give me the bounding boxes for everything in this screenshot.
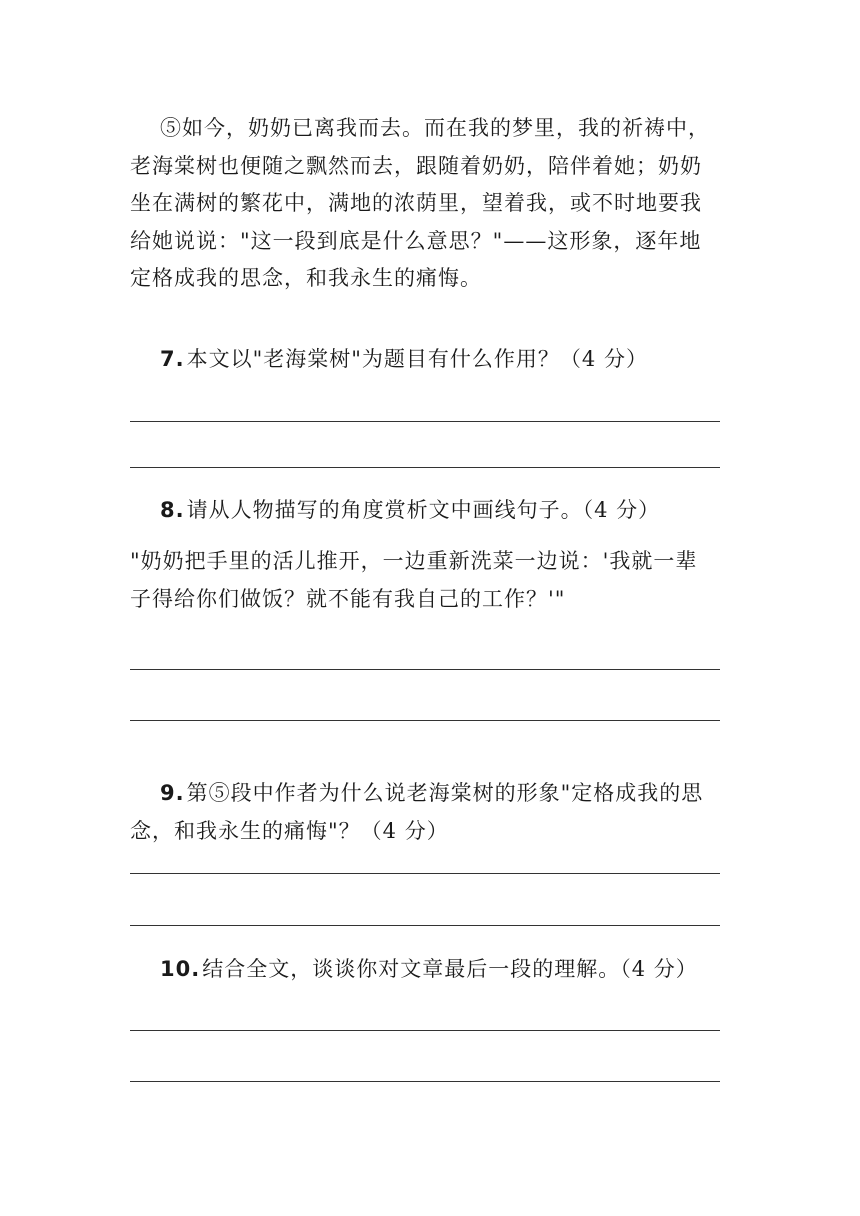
paragraph-line: 老海棠树也便随之飘然而去，跟随着奶奶，陪伴着她；奶奶 [130, 153, 702, 178]
answer-line[interactable] [130, 720, 720, 721]
question-text: 本文以"老海棠树"为题目有什么作用？（4 分） [186, 347, 648, 371]
question-number: 10. [160, 957, 201, 981]
question-text: 结合全文，谈谈你对文章最后一段的理解。（4 分） [202, 957, 698, 981]
question-7 [160, 341, 730, 379]
answer-line[interactable] [130, 873, 720, 874]
answer-line[interactable] [130, 421, 720, 422]
paragraph-line: 定格成我的思念，和我永生的痛悔。 [130, 266, 482, 290]
paragraph-line: ⑤如今，奶奶已离我而去。而在我的梦里，我的祈祷中， [160, 116, 710, 140]
question-text: 第⑤段中作者为什么说老海棠树的形象"定格成我的思 [186, 781, 704, 805]
answer-line[interactable] [130, 467, 720, 468]
quote-line: "奶奶把手里的活儿推开，一边重新洗菜一边说：'我就一辈 [130, 549, 698, 573]
question-8 [160, 492, 730, 530]
answer-line[interactable] [130, 1081, 720, 1082]
question-text: 请从人物描写的角度赏析文中画线句子。（4 分） [186, 498, 661, 522]
answer-line[interactable] [130, 925, 720, 926]
answer-line[interactable] [130, 669, 720, 670]
paragraph-5 [130, 110, 730, 298]
question-number: 8. [160, 498, 185, 522]
question-9 [130, 775, 730, 850]
question-number: 9. [160, 781, 185, 805]
question-line [160, 775, 730, 813]
question-number: 7. [160, 347, 185, 371]
question-10 [160, 951, 730, 989]
answer-line[interactable] [130, 1030, 720, 1031]
paragraph-line: 给她说说："这一段到底是什么意思？"——这形象，逐年地 [130, 228, 702, 253]
question-text-continued: 念，和我永生的痛悔"？（4 分） [130, 818, 449, 843]
paragraph-line: 坐在满树的繁花中，满地的浓荫里，望着我，或不时地要我 [130, 191, 702, 215]
quote-line: 子得给你们做饭？就不能有我自己的工作？'" [130, 586, 566, 611]
underlined-quote [130, 543, 730, 618]
